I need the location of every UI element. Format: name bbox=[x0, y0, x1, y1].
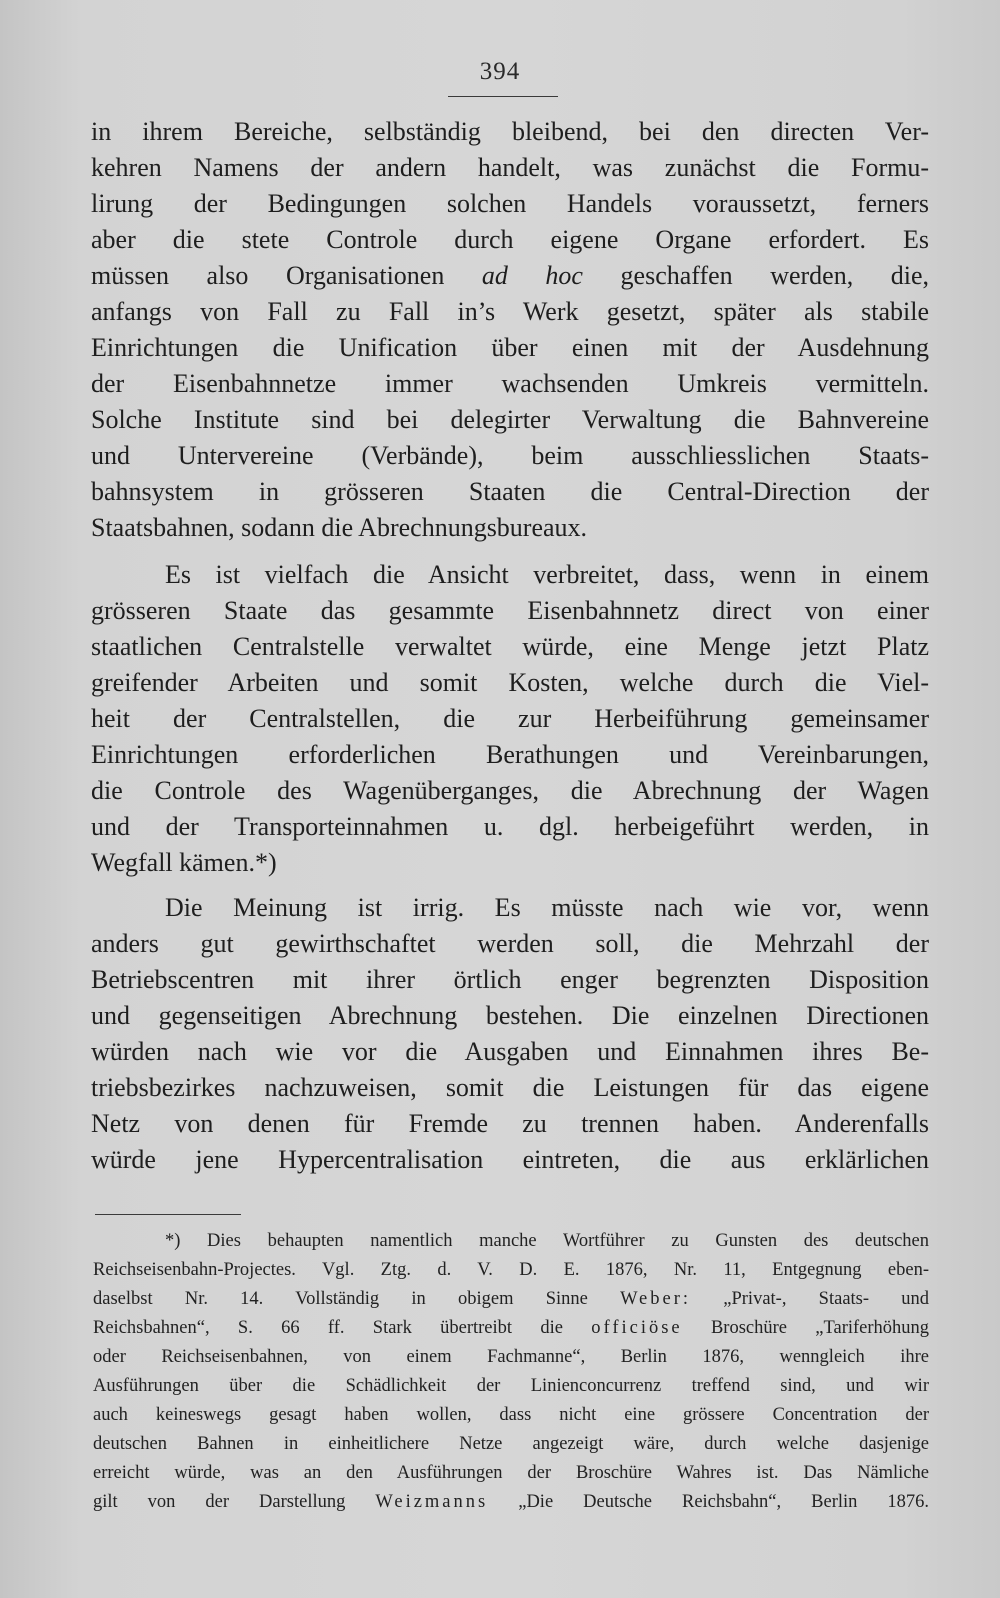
italic-phrase: ad hoc bbox=[481, 261, 583, 290]
footnote-line: Ausführungen über die Schädlichkeit der Linienconcurrenz treffend sind, und wir bbox=[93, 1376, 929, 1396]
footnote-line: oder Reichseisenbahnen, von einem Fachmanne“, Berlin 1876, wenngleich ihre bbox=[93, 1347, 929, 1367]
text-line-with-emphasis bbox=[91, 261, 929, 291]
text-line: Wegfall kämen.*) bbox=[91, 848, 277, 877]
text-line: lirung der Bedingungen solchen Handels voraussetzt, ferners bbox=[91, 189, 929, 218]
page-number: 394 bbox=[479, 58, 521, 85]
text-line: staatlichen Centralstelle verwaltet würde, eine Menge jetzt Platz bbox=[91, 632, 929, 661]
footnote-line bbox=[93, 1491, 929, 1513]
footnote-line: Reichseisenbahn-Projectes. Vgl. Ztg. d. V. D. E. 1876, Nr. 11, Entgegnung eben- bbox=[93, 1260, 929, 1280]
text-line: anfangs von Fall zu Fall in’s Werk gesetzt, später als stabile bbox=[91, 297, 929, 326]
text-line: anders gut gewirthschaftet werden soll, die Mehrzahl der bbox=[91, 929, 929, 958]
text-segment: Reichsbahnen“, S. 66 ff. Stark übertreibt die bbox=[93, 1318, 563, 1338]
footnote-line bbox=[93, 1317, 929, 1339]
text-line: Netz von denen für Fremde zu trennen haben. Anderenfalls bbox=[91, 1109, 929, 1138]
footnote-line: erreicht würde, was an den Ausführungen der Broschüre Wahres ist. Das Nämliche bbox=[93, 1463, 929, 1483]
text-line: Staatsbahnen, sodann die Abrechnungsbureaux. bbox=[91, 513, 588, 542]
text-segment: geschaffen werden, die, bbox=[620, 261, 930, 290]
text-line: Einrichtungen die Unification über einen mit der Ausdehnung bbox=[91, 333, 929, 362]
footnote-rule bbox=[95, 1214, 241, 1215]
text-segment: daselbst Nr. 14. Vollständig in obigem Sinne bbox=[93, 1289, 588, 1309]
text-line: triebsbezirkes nachzuweisen, somit die Leistungen für das eigene bbox=[91, 1073, 929, 1102]
paragraph-first-line: Die Meinung ist irrig. Es müsste nach wie vor, wenn bbox=[165, 893, 929, 922]
paragraph-first-line: Es ist vielfach die Ansicht verbreitet, dass, wenn in einem bbox=[165, 560, 929, 589]
text-line: bahnsystem in grösseren Staaten die Central-Direction der bbox=[91, 477, 929, 506]
text-line: würden nach wie vor die Ausgaben und Einnahmen ihres Be- bbox=[91, 1037, 929, 1066]
text-line: greifender Arbeiten und somit Kosten, welche durch die Viel- bbox=[91, 668, 929, 697]
text-line: würde jene Hypercentralisation eintreten, die aus erklärlichen bbox=[91, 1145, 929, 1174]
text-segment: „Die Deutsche Reichsbahn“, Berlin 1876. bbox=[518, 1492, 930, 1512]
text-line: Einrichtungen erforderlichen Berathungen und Vereinbarungen, bbox=[91, 740, 929, 769]
text-line: in ihrem Bereiche, selbständig bleibend, bei den directen Ver- bbox=[91, 117, 929, 146]
footnote-line: deutschen Bahnen in einheitlichere Netze angezeigt wäre, durch welche dasjenige bbox=[93, 1434, 929, 1454]
footnote-line: auch keineswegs gesagt haben wollen, dass nicht eine grössere Concentration der bbox=[93, 1405, 929, 1425]
footnote-line bbox=[93, 1288, 929, 1310]
footnote-line: *) Dies behaupten namentlich manche Wortführer zu Gunsten des deutschen bbox=[165, 1231, 929, 1251]
text-line: die Controle des Wagenüberganges, die Abrechnung der Wagen bbox=[91, 776, 929, 805]
text-line: aber die stete Controle durch eigene Organe erfordert. Es bbox=[91, 225, 929, 254]
main-text bbox=[91, 117, 929, 1197]
text-segment: gilt von der Darstellung bbox=[93, 1492, 346, 1512]
text-line: und Untervereine (Verbände), beim ausschliesslichen Staats- bbox=[91, 441, 929, 470]
text-line: Betriebscentren mit ihrer örtlich enger begrenzten Disposition bbox=[91, 965, 929, 994]
spaced-name: Weber: bbox=[620, 1289, 692, 1309]
text-line: grösseren Staate das gesammte Eisenbahnnetz direct von einer bbox=[91, 596, 929, 625]
text-line: heit der Centralstellen, die zur Herbeiführung gemeinsamer bbox=[91, 704, 929, 733]
header-rule bbox=[448, 96, 558, 97]
spaced-name: Weizmanns bbox=[375, 1492, 489, 1512]
text-line: der Eisenbahnnetze immer wachsenden Umkreis vermitteln. bbox=[91, 369, 929, 398]
text-line: kehren Namens der andern handelt, was zunächst die Formu- bbox=[91, 153, 929, 182]
spaced-word: officiöse bbox=[591, 1318, 683, 1338]
text-segment: müssen also Organisationen bbox=[91, 261, 445, 290]
text-line: Solche Institute sind bei delegirter Verwaltung die Bahnvereine bbox=[91, 405, 929, 434]
text-line: und gegenseitigen Abrechnung bestehen. Die einzelnen Directionen bbox=[91, 1001, 929, 1030]
text-segment: „Privat-, Staats- und bbox=[723, 1289, 930, 1309]
text-segment: Broschüre „Tariferhöhung bbox=[710, 1318, 930, 1338]
text-line: und der Transporteinnahmen u. dgl. herbeigeführt werden, in bbox=[91, 812, 929, 841]
